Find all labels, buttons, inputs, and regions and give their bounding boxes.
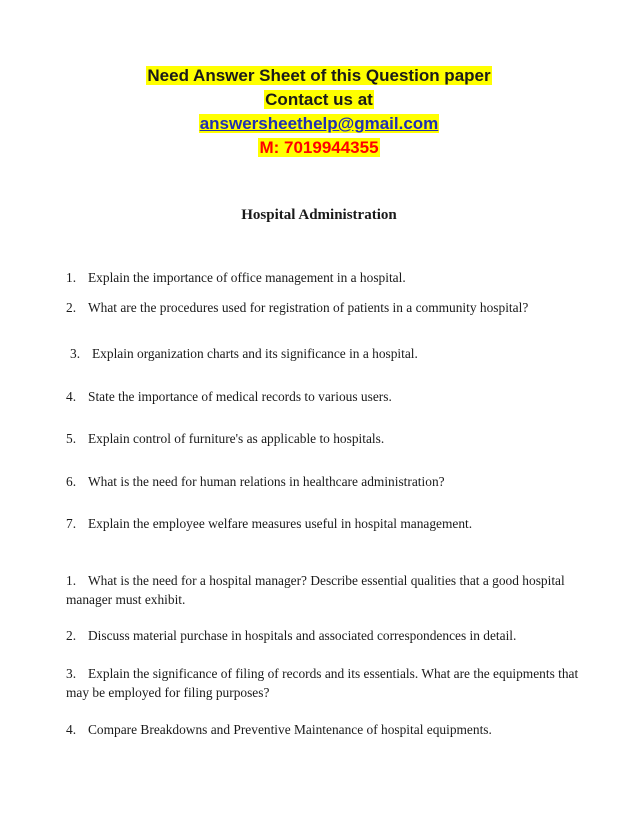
question-text: Explain the significance of filing of records and its essentials. What are the equipments that may be employed for filing purposes? bbox=[66, 666, 579, 700]
question-2-3 bbox=[66, 664, 586, 702]
question-number: 3. bbox=[70, 346, 81, 361]
question-number: 4. bbox=[66, 389, 77, 404]
header-line-1: Need Answer Sheet of this Question paper bbox=[147, 66, 491, 85]
question-text: What is the need for a hospital manager? Describe essential qualities that a good hospital manager must exhibit. bbox=[66, 573, 565, 607]
contact-header bbox=[0, 64, 638, 160]
question-number: 2. bbox=[66, 300, 77, 315]
question-text: Explain the employee welfare measures useful in hospital management. bbox=[88, 516, 473, 531]
question-number: 3. bbox=[66, 666, 77, 681]
question-text: Discuss material purchase in hospitals and associated correspondences in detail. bbox=[88, 628, 517, 643]
question-1-6 bbox=[66, 472, 586, 491]
header-line-2: Contact us at bbox=[265, 90, 373, 109]
question-2-2 bbox=[66, 626, 586, 645]
question-number: 2. bbox=[66, 628, 77, 643]
question-number: 6. bbox=[66, 474, 77, 489]
contact-email-link[interactable]: answersheethelp@gmail.com bbox=[199, 114, 439, 133]
question-1-4 bbox=[66, 387, 586, 406]
question-text: Explain the importance of office management in a hospital. bbox=[88, 270, 406, 285]
question-text: What is the need for human relations in healthcare administration? bbox=[88, 474, 445, 489]
question-2-4 bbox=[66, 720, 586, 739]
question-number: 7. bbox=[66, 516, 77, 531]
question-1-7 bbox=[66, 514, 586, 533]
question-1-1 bbox=[66, 268, 586, 287]
question-2-1 bbox=[66, 571, 586, 609]
question-text: Explain organization charts and its significance in a hospital. bbox=[92, 346, 418, 361]
question-number: 1. bbox=[66, 573, 77, 588]
question-number: 4. bbox=[66, 722, 77, 737]
question-text: Compare Breakdowns and Preventive Maintenance of hospital equipments. bbox=[88, 722, 492, 737]
question-number: 1. bbox=[66, 270, 77, 285]
question-1-5 bbox=[66, 429, 586, 448]
question-text: State the importance of medical records to various users. bbox=[88, 389, 392, 404]
contact-phone: M: 7019944355 bbox=[259, 138, 379, 157]
question-number: 5. bbox=[66, 431, 77, 446]
question-text: Explain control of furniture's as applicable to hospitals. bbox=[88, 431, 385, 446]
document-title: Hospital Administration bbox=[241, 207, 397, 223]
question-1-2 bbox=[66, 298, 586, 317]
question-text: What are the procedures used for registration of patients in a community hospital? bbox=[88, 300, 529, 315]
question-1-3 bbox=[70, 344, 590, 363]
